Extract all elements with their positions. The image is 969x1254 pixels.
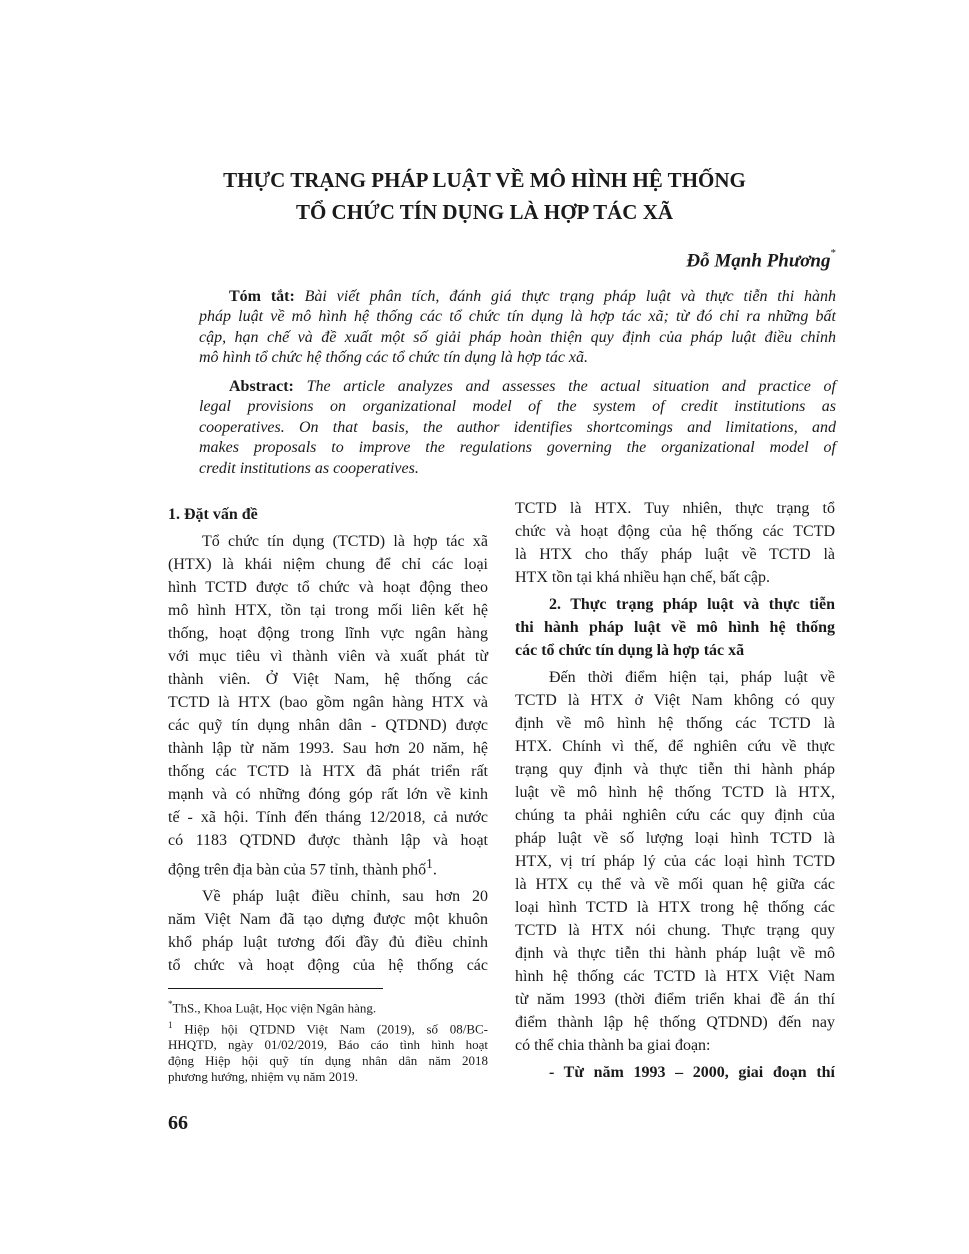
text-line: là HTX cho thấy pháp luật về TCTD là [515, 546, 835, 563]
abstract-english [199, 377, 836, 479]
right-column [515, 497, 835, 1084]
footnote-ref-1: 1 [426, 856, 433, 871]
abstract-en-label: Abstract: [229, 378, 294, 395]
text-line: chức và hoạt động của hệ thống các TCTD [515, 523, 835, 540]
text-line: loại hình TCTD là HTX trong hệ thống các [515, 899, 835, 916]
heading-line: các tổ chức tín dụng là hợp tác xã [515, 642, 745, 659]
text-line: Đến thời điểm hiện tại, pháp luật về [549, 669, 835, 686]
text-line: luật về mô hình hệ thống TCTD là HTX, [515, 784, 835, 801]
text-line: động trên địa bàn của 57 tỉnh, thành phố$^1$. [168, 856, 437, 879]
footnote-1-line: HHQTD, ngày 01/02/2019, Báo cáo tình hình hoạt [168, 1037, 488, 1053]
section-2-paragraph [515, 666, 835, 1057]
continued-paragraph [515, 497, 835, 589]
text-line: HTX, vị trí pháp lý của các loại hình TCTD [515, 853, 835, 870]
section-2-heading [515, 593, 835, 662]
abstract-en-line: Abstract: The article analyzes and assesses the actual situation and practice of [229, 378, 836, 395]
bullet-period-1: - Từ năm 1993 – 2000, giai đoạn thí [549, 1064, 835, 1081]
abstract-vi-line: cập, hạn chế và đề xuất một số giải pháp hoàn thiện quy định của pháp luật điều chỉnh [199, 328, 836, 346]
footnotes [168, 996, 488, 1086]
left-column [168, 503, 488, 977]
abstract-en-line: legal provisions on organizational model of the system of credit institutions as [199, 398, 836, 416]
footnote-1-line: động Hiệp hội quỹ tín dụng nhân dân năm 2018 [168, 1053, 488, 1069]
author-name: Đỗ Mạnh Phương [686, 250, 831, 272]
text-line: định và thực tiễn thi hành pháp luật về mô [515, 945, 835, 962]
heading-line: thi hành pháp luật về mô hình hệ thống [515, 619, 835, 636]
abstract-en-line: cooperatives. On that basis, the author identifies shortcomings and limitations, and [199, 418, 836, 436]
title-line-2: TỔ CHỨC TÍN DỤNG LÀ HỢP TÁC XÃ [295, 200, 674, 224]
footnote-separator [168, 988, 383, 989]
text-line: trạng quy định và thực tiễn thi hành pháp [515, 761, 835, 778]
abstract-en-line: credit institutions as cooperatives. [199, 459, 419, 477]
text-line: điểm thành lập hệ thống QTDND) đến nay [515, 1014, 835, 1031]
title-line-1: THỰC TRẠNG PHÁP LUẬT VỀ MÔ HÌNH HỆ THỐNG [223, 168, 746, 192]
text-line: TCTD là HTX ở Việt Nam không có quy [515, 692, 835, 709]
text-line: (HTX) là khái niệm chung để chỉ các loại [168, 556, 488, 573]
text-line: TCTD là HTX. Tuy nhiên, thực trạng tổ [515, 500, 835, 517]
text-line: các quỹ tín dụng nhân dân - QTDND) được [168, 717, 488, 734]
text-line: pháp luật về số lượng loại hình TCTD là [515, 830, 835, 847]
abstract-vi-line: mô hình tổ chức hệ thống các tổ chức tín dụng là hợp tác xã. [199, 349, 589, 367]
text-line: khổ pháp luật tương đối đầy đủ điều chỉnh [168, 934, 488, 952]
text-line: năm Việt Nam đã tạo dựng được một khuôn [168, 911, 488, 929]
text-line: HTX. Chính vì thế, để nghiên cứu về thực [515, 738, 835, 755]
text-line: tế - xã hội. Tính đến tháng 12/2018, cả nước [168, 809, 488, 826]
author-footnote-mark: * [830, 247, 836, 259]
text-line: thành viên. Ở Việt Nam, hệ thống các [168, 671, 488, 688]
text-line: Về pháp luật điều chỉnh, sau hơn 20 [202, 888, 488, 906]
footnote-1: $^1$ Hiệp hội QTDND Việt Nam (2019), số 08/BC- [168, 1019, 488, 1036]
text-line: chúng ta phải nghiên cứu các quy định của [515, 807, 835, 824]
text-line: hình hệ thống các TCTD là HTX Việt Nam [515, 968, 835, 985]
abstract-en-line: makes proposals to improve the regulations governing the organizational model of [199, 439, 836, 457]
section-1-heading: 1. Đặt vấn đề [168, 506, 258, 523]
author-byline [686, 243, 836, 274]
section-1-paragraph-2 [168, 885, 488, 977]
text-line: từ năm 1993 (thời điểm triển khai đề án thí [515, 991, 835, 1008]
text-line: Tổ chức tín dụng (TCTD) là hợp tác xã [202, 533, 488, 550]
abstract-vietnamese [199, 287, 836, 369]
article-title [120, 164, 849, 228]
text-line: TCTD là HTX nói chung. Thực trạng quy [515, 922, 835, 939]
text-line: có 1183 QTDND được thành lập và hoạt [168, 832, 488, 849]
text-line: với mục tiêu vì thành viên và xuất phát từ [168, 648, 488, 665]
text-line: định về mô hình hệ thống các TCTD là [515, 715, 835, 732]
text-line: có thể chia thành ba giai đoạn: [515, 1037, 711, 1054]
text-line: thống các TCTD là HTX đã phát triển rất [168, 763, 488, 780]
text-line: hình TCTD được tổ chức và hoạt động theo [168, 579, 488, 596]
abstract-vi-line: pháp luật về mô hình hệ thống các tổ chức tín dụng là hợp tác xã; từ đó chỉ ra những bất [199, 308, 836, 326]
abstract-vi-line: Tóm tắt: Bài viết phân tích, đánh giá thực trạng pháp luật và thực tiễn thi hành [229, 288, 837, 305]
text-line: TCTD là HTX (bao gồm ngân hàng HTX và [168, 694, 488, 711]
text-line: mạnh và có những đóng góp rất lớn về kinh [168, 786, 488, 803]
abstract-vi-label: Tóm tắt: [229, 288, 295, 305]
footnote-author: *ThS., Khoa Luật, Học viện Ngân hàng. [168, 999, 377, 1016]
section-1-paragraph-1 [168, 530, 488, 881]
text-line: thành lập từ năm 1993. Sau hơn 20 năm, hệ [168, 740, 488, 757]
page-number: 66 [168, 1112, 188, 1134]
text-line: thống, hoạt động trong lĩnh vực ngân hàng [168, 625, 488, 642]
heading-line: 2. Thực trạng pháp luật và thực tiễn [549, 596, 835, 613]
text-line: HTX tồn tại khá nhiều hạn chế, bất cập. [515, 569, 771, 586]
text-line: mô hình HTX, tồn tại trong mối liên kết hệ [168, 602, 488, 619]
text-line: là HTX cụ thể và về mối quan hệ giữa các [515, 876, 835, 893]
footnote-1-line: phương hướng, nhiệm vụ năm 2019. [168, 1069, 358, 1085]
text-line: tổ chức và hoạt động của hệ thống các [168, 957, 488, 975]
